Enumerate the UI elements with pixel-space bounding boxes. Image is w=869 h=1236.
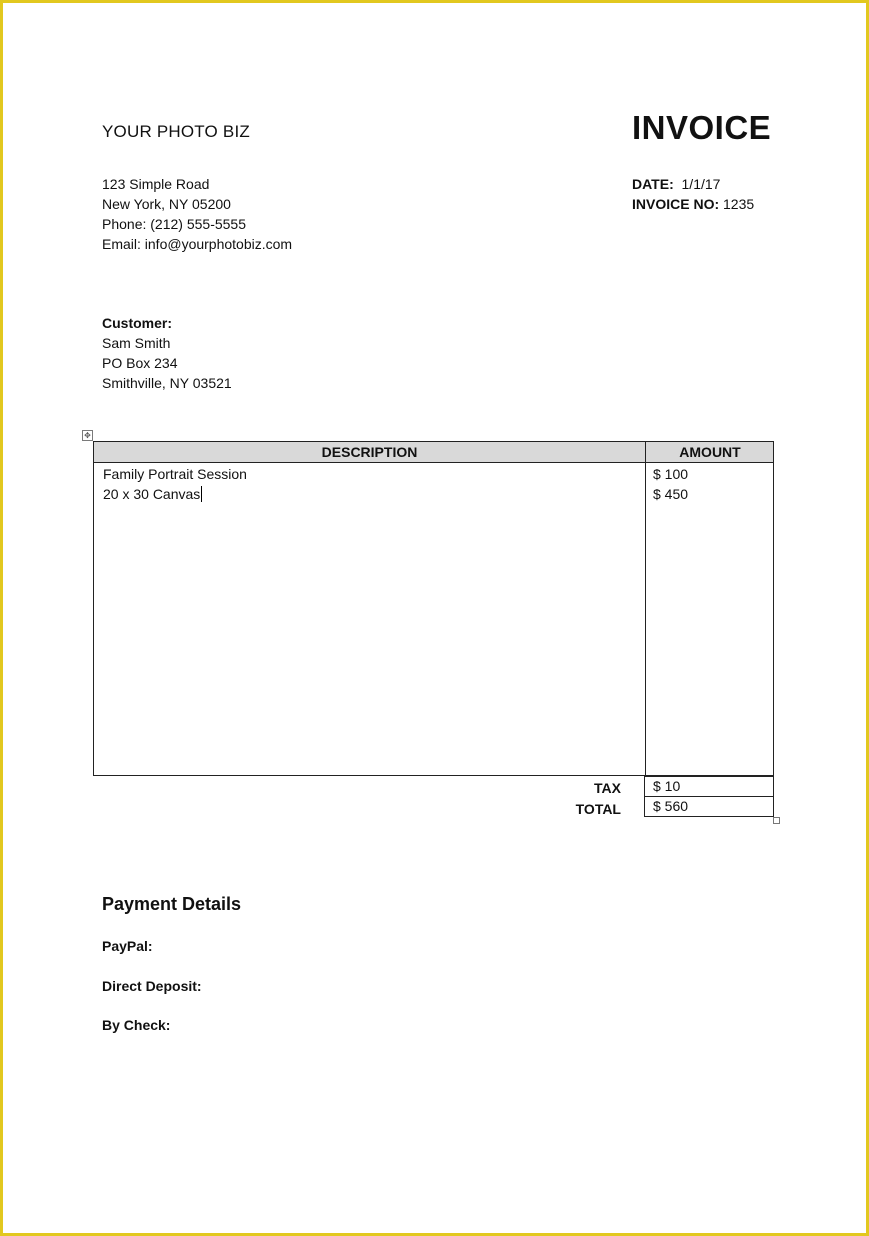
amount-header: AMOUNT	[679, 444, 741, 460]
table-resize-handle[interactable]	[773, 817, 780, 824]
text-cursor	[201, 486, 202, 502]
tax-label: TAX	[594, 780, 621, 796]
phone-line[interactable]: Phone: (212) 555-5555	[102, 216, 246, 232]
line-items-table[interactable]	[93, 441, 774, 776]
table-row-amount[interactable]: $ 450	[653, 486, 689, 502]
table-row-description[interactable]: Family Portrait Session	[103, 466, 247, 482]
table-header-row	[94, 442, 773, 463]
invoice-number-row[interactable]	[632, 194, 754, 214]
table-row-amount[interactable]: $ 100	[653, 466, 689, 482]
payment-details-title[interactable]: Payment Details	[102, 894, 242, 914]
total-label: TOTAL	[575, 801, 621, 817]
customer-address-line[interactable]: PO Box 234	[102, 355, 178, 371]
company-name[interactable]: YOUR PHOTO BIZ	[102, 122, 250, 141]
invoice-number-value[interactable]: 1235	[723, 196, 755, 212]
date-label: DATE:	[632, 176, 674, 192]
date-value[interactable]: 1/1/17	[681, 176, 721, 192]
column-divider	[645, 442, 646, 775]
address-line[interactable]: New York, NY 05200	[102, 196, 231, 212]
customer-block[interactable]	[102, 313, 232, 393]
tax-value[interactable]: $ 10	[644, 776, 774, 797]
description-header: DESCRIPTION	[321, 444, 418, 460]
direct-deposit-label[interactable]: Direct Deposit:	[102, 978, 202, 994]
customer-label: Customer:	[102, 315, 173, 331]
email-line[interactable]: Email: info@yourphotobiz.com	[102, 236, 293, 252]
total-value[interactable]: $ 560	[644, 796, 774, 817]
by-check-label[interactable]: By Check:	[102, 1017, 171, 1033]
customer-name[interactable]: Sam Smith	[102, 335, 171, 351]
table-row-description[interactable]: 20 x 30 Canvas	[103, 486, 201, 502]
address-line[interactable]: 123 Simple Road	[102, 176, 210, 192]
invoice-title[interactable]: INVOICE	[632, 109, 772, 146]
paypal-label[interactable]: PayPal:	[102, 938, 153, 954]
table-move-handle-icon[interactable]: ✥	[82, 430, 93, 441]
description-cell[interactable]	[103, 464, 247, 504]
company-address[interactable]	[102, 174, 292, 254]
customer-address-line[interactable]: Smithville, NY 03521	[102, 375, 232, 391]
invoice-meta[interactable]	[632, 174, 754, 214]
amount-cell[interactable]	[653, 464, 688, 504]
invoice-number-label: INVOICE NO:	[632, 196, 720, 212]
date-row[interactable]	[632, 174, 754, 194]
